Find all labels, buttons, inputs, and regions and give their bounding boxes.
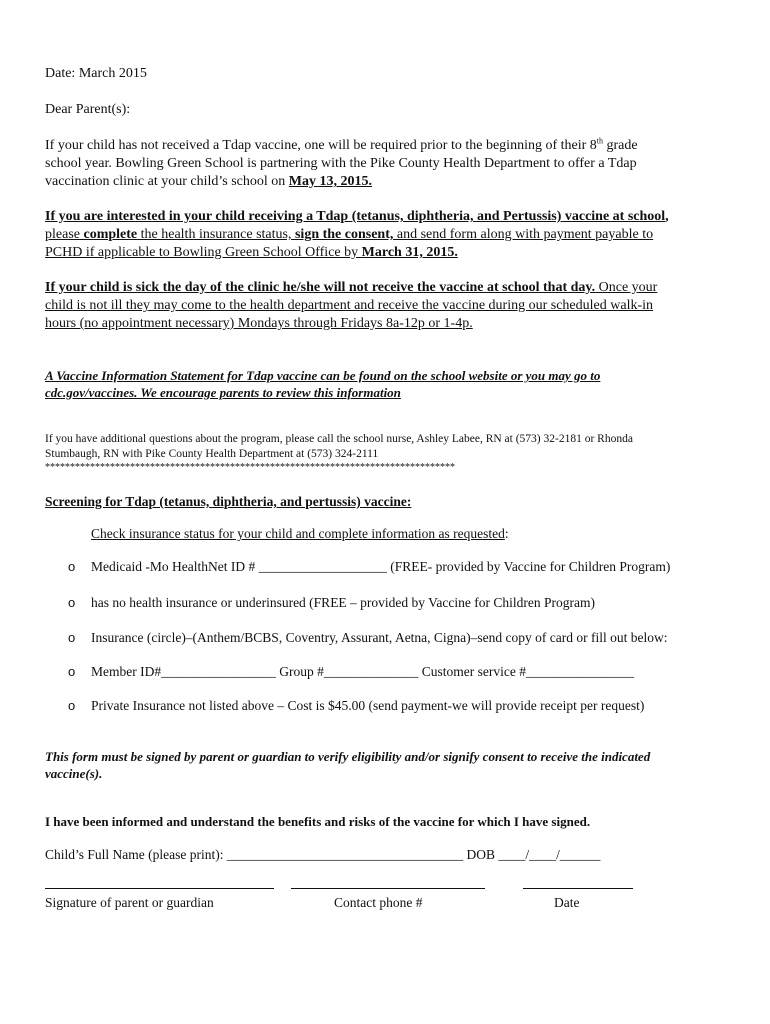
deadline-date: March 31, 2015. xyxy=(361,245,458,260)
clinic-date: May 13, 2015. xyxy=(288,174,372,189)
option-text: has no health insurance or underinsured (FREE – provided by Vaccine for Children Program) xyxy=(91,595,595,610)
option-private-insurance[interactable] xyxy=(45,697,725,717)
questions-line-1: If you have additional questions about the program, please call the school nurse, Ashley Labee, RN at (573) 32-2181 or Rhonda xyxy=(45,433,633,445)
contact-phone-line[interactable] xyxy=(291,888,485,889)
vis-line-2: cdc.gov/vaccines. We encourage parents to review this information xyxy=(45,385,401,400)
sick-line-3: hours (no appointment necessary) Mondays through Fridays 8a-12p or 1-4p. xyxy=(45,316,473,331)
interest-line-1: If you are interested in your child receiving a Tdap (tetanus, diphtheria, and Pertussis) vaccine at school, xyxy=(45,209,669,224)
sick-line-1: If your child is sick the day of the clinic he/she will not receive the vaccine at school that day. Once your xyxy=(45,280,658,295)
screening-instruction: Check insurance status for your child and complete information as requested: xyxy=(91,526,509,541)
screening-heading: Screening for Tdap (tetanus, diphtheria, and pertussis) vaccine: xyxy=(45,494,412,509)
option-no-insurance[interactable] xyxy=(45,594,725,614)
bullet-icon: o xyxy=(68,595,76,610)
parent-signature-line[interactable] xyxy=(45,888,274,889)
interest-line-2: please complete the health insurance status, sign the consent, and send form along with payment payable to xyxy=(45,227,654,242)
intro-line-2: school year. Bowling Green School is partnering with the Pike County Health Department to offer a Tdap xyxy=(45,156,637,171)
bullet-icon: o xyxy=(68,664,76,679)
salutation: Dear Parent(s): xyxy=(45,102,131,117)
consent-note-line-2: vaccine(s). xyxy=(45,766,103,781)
intro-line-3: vaccination clinic at your child’s school on May 13, 2015. xyxy=(45,174,372,189)
star-divider: ********************************************************************************** xyxy=(45,462,455,473)
date-line-field[interactable] xyxy=(523,888,633,889)
bullet-icon: o xyxy=(68,630,76,645)
intro-line-1: If your child has not received a Tdap vaccine, one will be required prior to the beginning of their 8th grade xyxy=(45,136,638,153)
option-insurance[interactable] xyxy=(45,629,725,649)
option-member-id[interactable] xyxy=(45,663,725,683)
questions-line-2: Stumbaugh, RN with Pike County Health Department at (573) 324-2111 xyxy=(45,448,379,460)
date-line: Date: March 2015 xyxy=(45,66,147,81)
contact-phone-label: Contact phone # xyxy=(334,895,423,910)
option-medicaid[interactable] xyxy=(45,558,725,578)
bullet-icon: o xyxy=(68,559,76,574)
sick-line-2: child is not ill they may come to the health department and receive the vaccine during our scheduled walk-in xyxy=(45,298,654,313)
child-name-field[interactable]: Child’s Full Name (please print): ___________________________________ DOB ____/____/______ xyxy=(45,847,601,862)
informed-statement: I have been informed and understand the benefits and risks of the vaccine for which I have signed. xyxy=(45,814,591,829)
option-text: Insurance (circle)–(Anthem/BCBS, Coventry, Assurant, Aetna, Cigna)–send copy of card or fill out below: xyxy=(91,630,668,645)
parent-signature-label: Signature of parent or guardian xyxy=(45,895,214,910)
vis-line-1: A Vaccine Information Statement for Tdap vaccine can be found on the school website or you may go to xyxy=(45,368,601,383)
bullet-icon: o xyxy=(68,698,76,713)
option-text: Private Insurance not listed above – Cost is $45.00 (send payment-we will provide receipt per request) xyxy=(91,698,645,713)
option-text: Member ID#_________________ Group #______________ Customer service #________________ xyxy=(91,664,634,679)
option-text: Medicaid -Mo HealthNet ID # ___________________ (FREE- provided by Vaccine for Children Program) xyxy=(91,559,671,574)
consent-note-line-1: This form must be signed by parent or guardian to verify eligibility and/or signify consent to receive the indicated xyxy=(45,749,651,764)
interest-line-3: PCHD if applicable to Bowling Green School Office by March 31, 2015. xyxy=(45,245,458,260)
date-label: Date xyxy=(554,895,580,910)
